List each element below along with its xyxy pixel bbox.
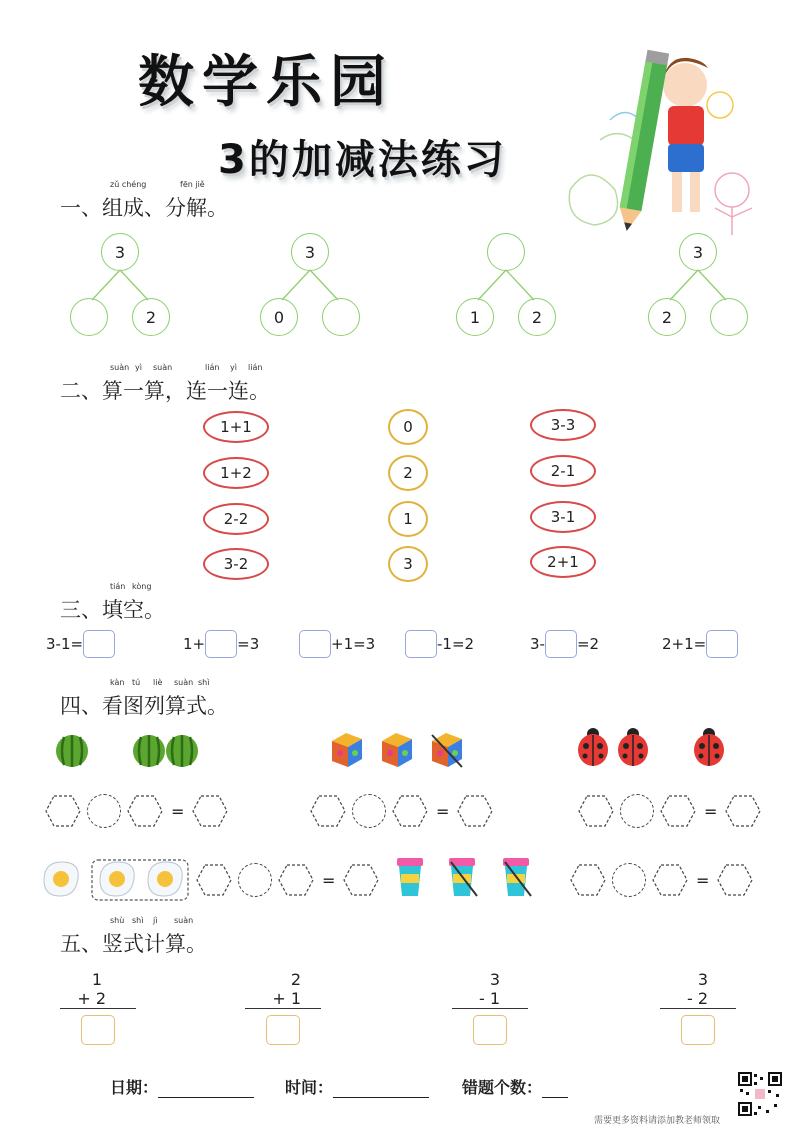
- boy-with-pencil-illustration: [560, 40, 790, 240]
- result-line: [660, 1008, 736, 1009]
- fill-blank-item: [530, 630, 599, 658]
- section-4-title: 四、看图列算式。: [60, 694, 228, 718]
- section-2-title: 二、算一算，连一连。: [60, 379, 270, 403]
- vertical-problem: [452, 970, 528, 1045]
- hexagon-blank[interactable]: [652, 863, 688, 897]
- tree-left-circle[interactable]: [70, 298, 108, 336]
- section-3-heading: [60, 582, 165, 624]
- pinyin-label: tián: [110, 582, 126, 591]
- errors-label: 错题个数：: [462, 1078, 543, 1097]
- fill-blank-item: [299, 630, 375, 658]
- expression-oval[interactable]: 3-1: [530, 501, 596, 533]
- picture-equation-row: [570, 863, 753, 897]
- circle-blank[interactable]: [352, 794, 386, 828]
- section-1-title: 一、组成、分解。: [60, 196, 228, 220]
- cup-icons: [395, 856, 545, 902]
- rubiks-cube-icons: [328, 731, 478, 771]
- date-label: 日期：: [110, 1078, 159, 1097]
- fill-blank-item: [662, 630, 738, 658]
- hexagon-blank[interactable]: [127, 794, 163, 828]
- picture-equation-row: [578, 794, 761, 828]
- time-blank[interactable]: [333, 1081, 429, 1098]
- pinyin-label: shì: [198, 678, 210, 687]
- tree-left-circle: 1: [456, 298, 494, 336]
- answer-box[interactable]: [706, 630, 738, 658]
- answer-box[interactable]: [473, 1015, 507, 1045]
- equals-sign: =: [322, 870, 336, 890]
- answer-oval[interactable]: 0: [388, 409, 428, 445]
- answer-box[interactable]: [545, 630, 577, 658]
- circle-blank[interactable]: [612, 863, 646, 897]
- tree-right-circle: 2: [518, 298, 556, 336]
- pinyin-label: lián: [248, 363, 263, 372]
- answer-box[interactable]: [83, 630, 115, 658]
- page-title: 数学乐园: [138, 50, 394, 115]
- qr-code-icon: [738, 1072, 782, 1116]
- bottom-number: - 1: [478, 989, 500, 1008]
- top-number: 3: [697, 970, 708, 989]
- result-line: [245, 1008, 321, 1009]
- hexagon-blank[interactable]: [196, 863, 232, 897]
- section-5-heading: [60, 916, 207, 958]
- pinyin-label: zǔ chéng: [110, 180, 147, 189]
- expression-oval[interactable]: 3-2: [203, 548, 269, 580]
- hexagon-blank[interactable]: [717, 863, 753, 897]
- picture-equation-row: [196, 863, 379, 897]
- top-number: 1: [91, 970, 102, 989]
- equals-sign: =: [704, 801, 718, 821]
- pinyin-label: shù: [110, 916, 125, 925]
- tree-left-circle: 0: [260, 298, 298, 336]
- tree-left-circle: 2: [648, 298, 686, 336]
- equation-text: 3-1=: [46, 635, 84, 653]
- hexagon-blank[interactable]: [725, 794, 761, 828]
- pinyin-label: lián: [205, 363, 220, 372]
- expression-oval[interactable]: 2-1: [530, 455, 596, 487]
- tree-right-circle[interactable]: [710, 298, 748, 336]
- answer-box[interactable]: [681, 1015, 715, 1045]
- hexagon-blank[interactable]: [578, 794, 614, 828]
- equals-sign: =: [436, 801, 450, 821]
- result-line: [452, 1008, 528, 1009]
- fill-blank-item: [405, 630, 474, 658]
- tree-top-circle: 3: [291, 233, 329, 271]
- bottom-number: + 1: [272, 989, 301, 1008]
- answer-box[interactable]: [405, 630, 437, 658]
- pinyin-label: kòng: [132, 582, 152, 591]
- section-1-heading: [60, 180, 228, 222]
- page-subtitle: 3的加减法练习: [218, 137, 507, 183]
- pinyin-label: suàn: [110, 363, 130, 372]
- pinyin-label: fēn jiě: [180, 180, 205, 189]
- section-2-heading: [60, 363, 270, 405]
- vertical-problem: [60, 970, 136, 1045]
- pinyin-label: yì: [230, 363, 237, 372]
- section-3-title: 三、填空。: [60, 598, 165, 622]
- pinyin-label: yì: [135, 363, 142, 372]
- errors-blank[interactable]: [542, 1081, 568, 1098]
- equation-text: +1=3: [331, 635, 376, 653]
- expression-oval[interactable]: 3-3: [530, 409, 596, 441]
- pinyin-label: suàn: [153, 363, 173, 372]
- fried-egg-icons: [40, 858, 190, 902]
- fill-blank-item: [46, 630, 115, 658]
- time-label: 时间：: [285, 1078, 334, 1097]
- date-blank[interactable]: [158, 1081, 254, 1098]
- picture-equation-row: [310, 794, 493, 828]
- circle-blank[interactable]: [238, 863, 272, 897]
- answer-box[interactable]: [81, 1015, 115, 1045]
- equation-text: -1=2: [437, 635, 475, 653]
- picture-equation-row: [45, 794, 228, 828]
- top-number: 3: [489, 970, 500, 989]
- pinyin-label: liè: [153, 678, 163, 687]
- equation-text: 3-: [530, 635, 545, 653]
- vertical-problem: [660, 970, 736, 1045]
- vertical-problem: [245, 970, 321, 1045]
- pinyin-label: tú: [132, 678, 141, 687]
- hexagon-blank[interactable]: [192, 794, 228, 828]
- equation-text: 2+1=: [662, 635, 707, 653]
- tree-right-circle[interactable]: [322, 298, 360, 336]
- time-field: [285, 1075, 429, 1098]
- qr-caption: 需要更多资料请添加教老师领取: [594, 1116, 721, 1126]
- circle-blank[interactable]: [87, 794, 121, 828]
- section-4-heading: [60, 678, 228, 720]
- hexagon-blank[interactable]: [45, 794, 81, 828]
- top-number: 2: [290, 970, 301, 989]
- bottom-number: + 2: [77, 989, 106, 1008]
- expression-oval[interactable]: 2+1: [530, 546, 596, 578]
- answer-oval[interactable]: 3: [388, 546, 428, 582]
- pinyin-label: kàn: [110, 678, 125, 687]
- tree-right-circle: 2: [132, 298, 170, 336]
- section-5-title: 五、竖式计算。: [60, 932, 207, 956]
- answer-box[interactable]: [299, 630, 331, 658]
- date-field: [110, 1075, 254, 1098]
- expression-oval[interactable]: 1+1: [203, 411, 269, 443]
- hexagon-blank[interactable]: [343, 863, 379, 897]
- answer-box[interactable]: [266, 1015, 300, 1045]
- circle-blank[interactable]: [620, 794, 654, 828]
- hexagon-blank[interactable]: [457, 794, 493, 828]
- hexagon-blank[interactable]: [660, 794, 696, 828]
- hexagon-blank[interactable]: [278, 863, 314, 897]
- watermelon-icons: [55, 733, 205, 773]
- pinyin-label: suàn: [174, 678, 194, 687]
- expression-oval[interactable]: 1+2: [203, 457, 269, 489]
- hexagon-blank[interactable]: [310, 794, 346, 828]
- answer-box[interactable]: [205, 630, 237, 658]
- hexagon-blank[interactable]: [392, 794, 428, 828]
- fill-blank-item: [183, 630, 259, 658]
- result-line: [60, 1008, 136, 1009]
- expression-oval[interactable]: 2-2: [203, 503, 269, 535]
- ladybug-icons: [576, 726, 736, 772]
- equation-text: =3: [237, 635, 260, 653]
- hexagon-blank[interactable]: [570, 863, 606, 897]
- tree-top-circle[interactable]: [487, 233, 525, 271]
- pinyin-label: jì: [153, 916, 158, 925]
- tree-top-circle: 3: [679, 233, 717, 271]
- equation-text: =2: [576, 635, 600, 653]
- equals-sign: =: [696, 870, 710, 890]
- pinyin-label: shì: [132, 916, 144, 925]
- pinyin-label: suàn: [174, 916, 194, 925]
- tree-top-circle: 3: [101, 233, 139, 271]
- equation-text: 1+: [183, 635, 206, 653]
- answer-oval[interactable]: 1: [388, 501, 428, 537]
- bottom-number: - 2: [686, 989, 708, 1008]
- equals-sign: =: [171, 801, 185, 821]
- errors-field: [462, 1075, 568, 1098]
- answer-oval[interactable]: 2: [388, 455, 428, 491]
